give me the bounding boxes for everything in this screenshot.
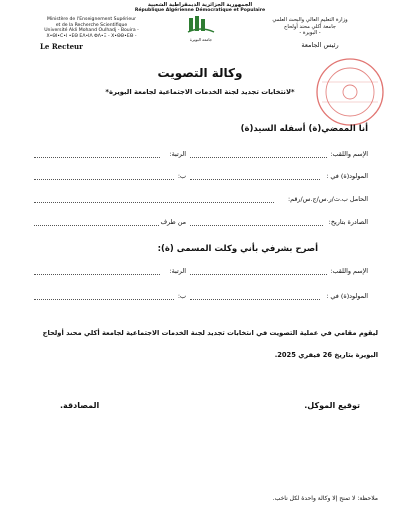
s2-rank-label: الرتبة: <box>169 267 186 275</box>
s2-at-label: ب: <box>177 292 186 300</box>
logo-caption: جامعة البويرة <box>189 37 213 42</box>
s1-by-label: من طرف <box>160 218 186 226</box>
header-title-fr: République Algérienne Démocratique et Populaire <box>134 8 266 13</box>
header-title-ar: الجمهورية الجزائرية الديمقراطية الشعبية <box>147 2 253 8</box>
footer-note: ملاحظة: لا تمنح إلا وكالة واحدة لكل ناخب. <box>272 495 378 502</box>
s2-born-label: المولود(ة) في : <box>326 292 368 300</box>
legalization-label: المصادقة. <box>60 401 100 410</box>
s1-holder-field[interactable] <box>34 202 274 203</box>
s1-rank-label: الرتبة: <box>169 150 186 158</box>
s2-born-field[interactable] <box>190 299 320 300</box>
s1-by-field[interactable] <box>34 225 159 226</box>
s1-rank-field[interactable] <box>34 157 160 158</box>
s1-issued-label: الصادرة بتاريخ: <box>328 218 368 226</box>
header-logo <box>186 15 216 42</box>
s1-name-field[interactable] <box>190 157 327 158</box>
university-logo-icon <box>186 15 216 39</box>
university-line-ar: جامعة أكلي محند أولحاج <box>284 23 336 30</box>
statement-line-2: البويرة بتاريخ 26 فيفري 2025. <box>274 351 378 359</box>
section2-heading: أصرح بشرفي بأني وكلت المسمى (ة): <box>157 244 318 254</box>
statement-line-1: ليقوم مقامي في عملية التصويت في انتخابات تجديد لجنة الخدمات الاجتماعية لجامعة أكلي محند أولحاج <box>42 329 378 337</box>
s1-born-label: المولود(ة) في : <box>326 172 368 180</box>
document-subtitle: *لانتخابات تجديد لجنة الخدمات الاجتماعية لجامعة البويرة* <box>105 88 295 96</box>
s1-at-label: ب: <box>177 172 186 180</box>
s2-name-field[interactable] <box>190 274 327 275</box>
rector-label-fr: Le Recteur <box>40 42 83 51</box>
s1-issued-field[interactable] <box>190 225 323 226</box>
city-line-ar: - البويرة - <box>299 30 321 37</box>
ministry-line-1: Ministère de l'Enseignement Supérieur <box>46 17 137 22</box>
principal-signature-label: توقيع الموكل. <box>304 401 360 410</box>
s2-at-field[interactable] <box>34 299 174 300</box>
s2-name-label: الإسم واللقب: <box>330 267 368 275</box>
ministry-line-2: et de la Recherche Scientifique <box>55 22 128 28</box>
s1-at-field[interactable] <box>34 179 174 180</box>
header-fr-block <box>24 17 159 39</box>
ministry-line-ar: وزارة التعليم العالي والبحث العلمي <box>272 17 348 23</box>
s1-name-label: الإسم واللقب: <box>330 150 368 158</box>
university-line-fr: Université Akli Mohand Oulhadj - Bouira - <box>44 28 139 34</box>
document-title: وكالة التصويت <box>157 66 243 80</box>
s1-holder-label: الحامل ب.ت/ر.س/ج.س/رقم: <box>287 195 368 203</box>
university-line-tifinagh: X•ΘI•C•I •ΕΘ ΕΛ•ΙΛ ΦΛ•Ξ - Χ•ΘΘ•ΕΘ - <box>46 33 137 39</box>
section1-heading: أنا الممضي(ة) أسفله السيد(ة) <box>240 124 368 134</box>
s2-rank-field[interactable] <box>34 274 160 275</box>
rector-label-ar: رئيس الجامعة <box>301 41 339 49</box>
s1-born-field[interactable] <box>190 179 320 180</box>
header-ar-block <box>240 17 380 37</box>
